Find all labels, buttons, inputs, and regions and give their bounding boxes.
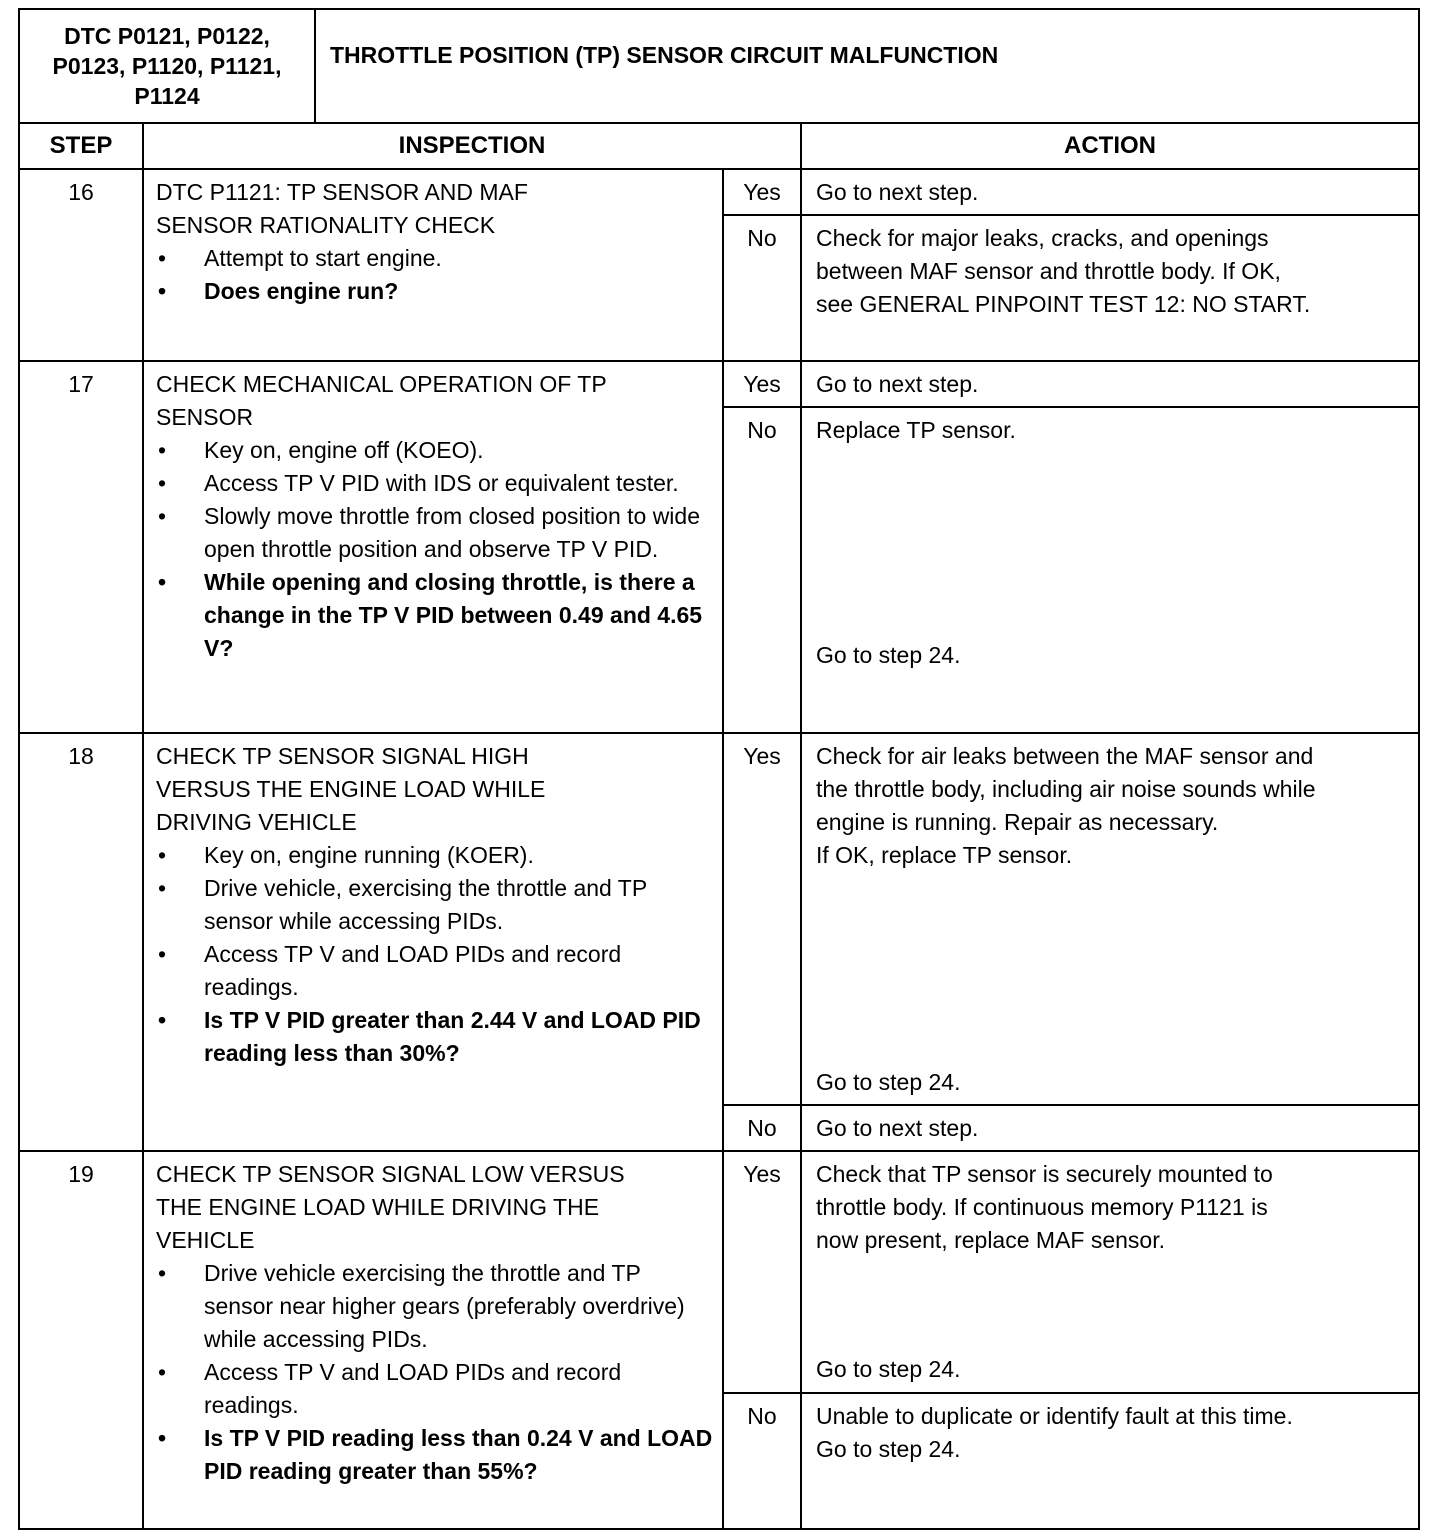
no-action: Go to next step. <box>801 1105 1419 1151</box>
column-header-inspection: INSPECTION <box>143 123 801 169</box>
yes-action: Go to next step. <box>801 361 1419 407</box>
diagnostic-procedure-sheet <box>18 8 1420 1530</box>
dtc-codes <box>19 9 315 123</box>
inspection-cell <box>143 733 723 1151</box>
yes-action: Go to next step. <box>801 169 1419 215</box>
no-action-text: Replace TP sensor. <box>816 417 1016 443</box>
no-action <box>801 215 1419 361</box>
no-label: No <box>723 407 801 733</box>
yes-action-line: If OK, replace TP sensor. <box>816 842 1073 868</box>
column-header-step: STEP <box>19 123 143 169</box>
no-action <box>801 407 1419 733</box>
inspection-title: VEHICLE <box>156 1227 255 1253</box>
inspection-bullet: • Key on, engine off (KOEO). <box>156 434 714 467</box>
no-action <box>801 1393 1419 1529</box>
procedure-title: THROTTLE POSITION (TP) SENSOR CIRCUIT MALFUNCTION <box>315 9 1419 123</box>
step-number: 18 <box>19 733 143 1151</box>
inspection-bullet: • Drive vehicle exercising the throttle and TP sensor near higher gears (preferably overdrive) while accessing PIDs. <box>156 1257 714 1356</box>
yes-action <box>801 1151 1419 1393</box>
inspection-title: SENSOR RATIONALITY CHECK <box>156 212 496 238</box>
step-17-yes-row <box>19 361 1419 407</box>
yes-label: Yes <box>723 1151 801 1393</box>
dtc-header-table <box>18 8 1420 124</box>
no-action-line: Go to step 24. <box>816 1436 961 1462</box>
no-label: No <box>723 215 801 361</box>
inspection-title: CHECK TP SENSOR SIGNAL LOW VERSUS <box>156 1161 625 1187</box>
no-label: No <box>723 1105 801 1151</box>
step-18-yes-row <box>19 733 1419 1105</box>
inspection-title: CHECK TP SENSOR SIGNAL HIGH <box>156 743 529 769</box>
inspection-cell <box>143 1151 723 1529</box>
step-number: 17 <box>19 361 143 733</box>
step-number: 16 <box>19 169 143 361</box>
inspection-bullet: • Access TP V and LOAD PIDs and record readings. <box>156 1356 714 1422</box>
column-header-action: ACTION <box>801 123 1419 169</box>
no-action-line: between MAF sensor and throttle body. If OK, <box>816 258 1281 284</box>
inspection-question: • Is TP V PID reading less than 0.24 V and LOAD PID reading greater than 55%? <box>156 1422 714 1488</box>
inspection-question: • Is TP V PID greater than 2.44 V and LOAD PID reading less than 30%? <box>156 1004 714 1070</box>
yes-action-line: now present, replace MAF sensor. <box>816 1227 1165 1253</box>
inspection-bullet: • Access TP V and LOAD PIDs and record readings. <box>156 938 714 1004</box>
inspection-title: VERSUS THE ENGINE LOAD WHILE <box>156 776 546 802</box>
inspection-question: • While opening and closing throttle, is there a change in the TP V PID between 0.49 and 4.65 V? <box>156 566 714 665</box>
step-16-yes-row <box>19 169 1419 215</box>
no-label: No <box>723 1393 801 1529</box>
yes-label: Yes <box>723 361 801 407</box>
yes-action-line: engine is running. Repair as necessary. <box>816 809 1219 835</box>
yes-action-line: Check for air leaks between the MAF sensor and <box>816 743 1314 769</box>
inspection-bullets <box>156 839 714 1070</box>
no-action-line: Unable to duplicate or identify fault at this time. <box>816 1403 1293 1429</box>
yes-label: Yes <box>723 733 801 1105</box>
no-action-line: see GENERAL PINPOINT TEST 12: NO START. <box>816 291 1311 317</box>
inspection-bullets <box>156 434 714 665</box>
goto-step: Go to step 24. <box>816 642 961 668</box>
yes-label: Yes <box>723 169 801 215</box>
yes-action-line: throttle body. If continuous memory P1121 is <box>816 1194 1268 1220</box>
inspection-bullet: • Access TP V PID with IDS or equivalent tester. <box>156 467 714 500</box>
inspection-title: DRIVING VEHICLE <box>156 809 357 835</box>
inspection-cell <box>143 169 723 361</box>
goto-step: Go to step 24. <box>816 1356 961 1382</box>
no-action-line: Check for major leaks, cracks, and openings <box>816 225 1269 251</box>
inspection-bullet: • Key on, engine running (KOER). <box>156 839 714 872</box>
step-number: 19 <box>19 1151 143 1529</box>
inspection-bullet: • Drive vehicle, exercising the throttle and TP sensor while accessing PIDs. <box>156 872 714 938</box>
step-19-yes-row <box>19 1151 1419 1393</box>
inspection-bullet: • Attempt to start engine. <box>156 242 714 275</box>
dtc-codes-line: P0123, P1120, P1121, <box>52 53 282 79</box>
inspection-cell <box>143 361 723 733</box>
yes-action <box>801 733 1419 1105</box>
inspection-bullets <box>156 1257 714 1488</box>
inspection-title: THE ENGINE LOAD WHILE DRIVING THE <box>156 1194 600 1220</box>
inspection-table <box>18 122 1420 1530</box>
yes-action-line: Check that TP sensor is securely mounted to <box>816 1161 1273 1187</box>
inspection-title: SENSOR <box>156 404 254 430</box>
goto-step: Go to step 24. <box>816 1069 961 1095</box>
yes-action-line: the throttle body, including air noise sounds while <box>816 776 1316 802</box>
inspection-bullets <box>156 242 714 308</box>
inspection-question: • Does engine run? <box>156 275 714 308</box>
inspection-title: DTC P1121: TP SENSOR AND MAF <box>156 179 528 205</box>
inspection-title: CHECK MECHANICAL OPERATION OF TP <box>156 371 607 397</box>
dtc-codes-line: DTC P0121, P0122, <box>64 23 270 49</box>
dtc-codes-line: P1124 <box>134 83 200 109</box>
column-header-row <box>19 123 1419 169</box>
inspection-bullet: • Slowly move throttle from closed position to wide open throttle position and observe TP V PID. <box>156 500 714 566</box>
